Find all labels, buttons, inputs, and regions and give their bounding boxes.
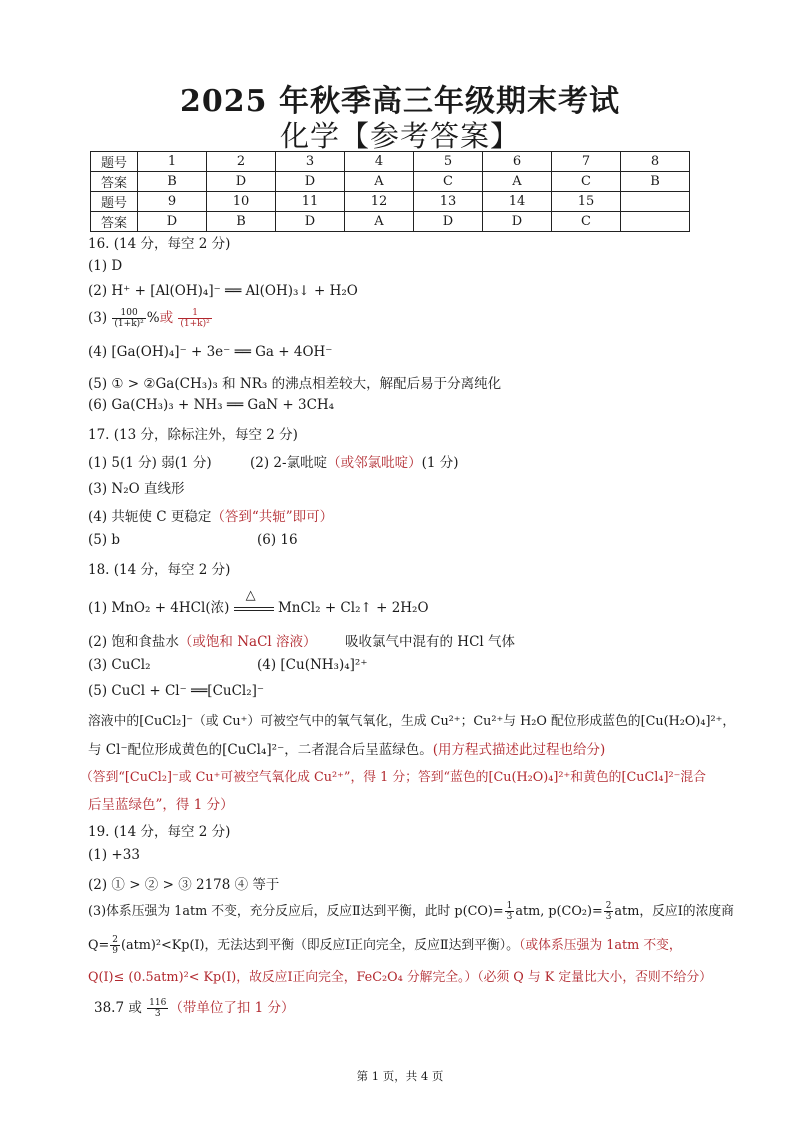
percent-sign: % bbox=[146, 310, 160, 326]
q19-heading: 19. (14 分，每空 2 分) bbox=[88, 824, 231, 840]
fraction-denominator: 3 bbox=[506, 912, 513, 922]
q17-heading: 17. (13 分，除标注外，每空 2 分) bbox=[88, 427, 298, 443]
q19-alt-note: （或体系压强为 1atm 不变， bbox=[518, 938, 682, 953]
page-subtitle: 化学【参考答案】 bbox=[279, 119, 520, 153]
q17-answer-2-score: (1 分) bbox=[421, 455, 459, 471]
q19-text: atm, p(CO₂)= bbox=[515, 904, 603, 919]
table-cell: A bbox=[483, 172, 552, 192]
table-cell: D bbox=[483, 212, 552, 232]
fraction-numerator: 2 bbox=[605, 901, 612, 911]
heating-condition bbox=[234, 588, 274, 616]
table-row-header: 答案 bbox=[91, 172, 138, 192]
q16-answer-5: (5) ① > ②Ga(CH₃)₃ 和 NR₃ 的沸点相差较大，解配后易于分离纯化 bbox=[88, 376, 502, 392]
table-cell: B bbox=[621, 172, 690, 192]
q19-fraction-co2 bbox=[604, 901, 614, 922]
page-footer: 第 1 页，共 4 页 bbox=[356, 1069, 444, 1083]
q19-answer-1: (1) +33 bbox=[88, 847, 140, 863]
table-cell: D bbox=[276, 172, 345, 192]
q16-fraction-1 bbox=[112, 308, 145, 329]
table-cell: 8 bbox=[621, 152, 690, 172]
q18-answer-3: (3) CuCl₂ bbox=[88, 657, 151, 673]
table-cell: 4 bbox=[345, 152, 414, 172]
q17-answer-3: (3) N₂O 直线形 bbox=[88, 481, 185, 497]
fraction-numerator: 1 bbox=[506, 901, 513, 911]
table-cell: 13 bbox=[414, 192, 483, 212]
q16-answer-4: (4) [Ga(OH)₄]⁻ + 3e⁻ ══ Ga + 4OH⁻ bbox=[88, 344, 333, 360]
table-cell: 3 bbox=[276, 152, 345, 172]
table-cell: 12 bbox=[345, 192, 414, 212]
q18-answer-2 bbox=[88, 630, 317, 650]
q18-scoring-note-2: 后呈蓝绿色”，得 1 分） bbox=[88, 797, 234, 813]
table-cell: 6 bbox=[483, 152, 552, 172]
q16-answer-6: (6) Ga(CH₃)₃ + NH₃ ══ GaN + 3CH₄ bbox=[88, 397, 335, 413]
fraction-denominator: (1+k)² bbox=[180, 319, 210, 329]
q18-explanation-2-main: 与 Cl⁻配位形成黄色的[CuCl₄]²⁻，二者混合后呈蓝绿色。 bbox=[88, 742, 433, 758]
q16-answer-1: (1) D bbox=[88, 258, 123, 274]
table-cell: A bbox=[345, 172, 414, 192]
q16-answer-3-or: 或 bbox=[159, 310, 174, 326]
fraction-numerator: 116 bbox=[149, 998, 167, 1008]
q19-text: atm，反应Ⅰ的浓度商 bbox=[614, 904, 734, 919]
q18-equation-left: (1) MnO₂ + 4HCl(浓) bbox=[88, 600, 230, 616]
equals-bar bbox=[234, 607, 274, 611]
q18-heading: 18. (14 分，每空 2 分) bbox=[88, 562, 231, 578]
table-cell: 7 bbox=[552, 152, 621, 172]
table-row-header: 答案 bbox=[91, 212, 138, 232]
q17-answer-4-note: （答到“共轭”即可） bbox=[211, 509, 334, 525]
q17-answer-6: (6) 16 bbox=[257, 532, 298, 548]
q16-fraction-2 bbox=[178, 308, 211, 329]
table-cell: 14 bbox=[483, 192, 552, 212]
table-cell: 5 bbox=[414, 152, 483, 172]
fraction-numerator: 2 bbox=[112, 935, 118, 945]
table-cell bbox=[621, 192, 690, 212]
q19-answer-3-line1 bbox=[88, 900, 734, 922]
q18-answer-2b: 吸收氯气中混有的 HCl 气体 bbox=[345, 634, 516, 650]
q19-answer-2: (2) ① > ② > ③ 2178 ④ 等于 bbox=[88, 877, 280, 893]
q19-answer-4-value: 38.7 或 bbox=[94, 1000, 142, 1016]
q18-answer-1 bbox=[88, 588, 429, 616]
q18-answer-2-alt: （或饱和 NaCl 溶液） bbox=[178, 634, 317, 650]
q19-text: Q= bbox=[88, 938, 110, 953]
q19-fraction-116-3 bbox=[147, 998, 168, 1019]
table-row bbox=[91, 152, 690, 172]
q16-heading: 16. (14 分，每空 2 分) bbox=[88, 236, 231, 252]
q19-answer-4-note: （带单位了扣 1 分） bbox=[169, 1000, 295, 1016]
q19-fraction-q bbox=[110, 935, 120, 956]
table-row-header: 题号 bbox=[91, 152, 138, 172]
table-cell: C bbox=[552, 172, 621, 192]
q18-explanation-2 bbox=[88, 738, 605, 758]
q18-answer-4: (4) [Cu(NH₃)₄]²⁺ bbox=[257, 657, 368, 673]
q19-answer-4 bbox=[94, 996, 295, 1019]
table-cell: D bbox=[207, 172, 276, 192]
q18-explanation-1: 溶液中的[CuCl₂]⁻（或 Cu⁺）可被空气中的氧气氧化，生成 Cu²⁺；Cu²⁺与 H₂O 配位形成蓝色的[Cu(H₂O)₄]²⁺， bbox=[88, 714, 736, 729]
table-cell: C bbox=[414, 172, 483, 192]
table-row bbox=[91, 192, 690, 212]
q18-scoring-note-1: （答到“[CuCl₂]⁻或 Cu⁺可被空气氧化成 Cu²⁺”，得 1 分；答到“蓝色的[Cu(H₂O)₄]²⁺和黄色的[CuCl₄]²⁻混合 bbox=[80, 770, 706, 785]
table-cell: D bbox=[414, 212, 483, 232]
table-cell: 10 bbox=[207, 192, 276, 212]
q18-equation-right: MnCl₂ + Cl₂↑ + 2H₂O bbox=[277, 600, 429, 616]
q18-answer-5: (5) CuCl + Cl⁻ ══[CuCl₂]⁻ bbox=[88, 683, 265, 699]
table-cell: 11 bbox=[276, 192, 345, 212]
q17-answer-4-main: (4) 共轭使 C 更稳定 bbox=[88, 509, 212, 525]
q17-answer-1: (1) 5(1 分) 弱(1 分) bbox=[88, 455, 212, 471]
q17-answer-2-main: (2) 2-氯吡啶 bbox=[250, 455, 328, 471]
table-cell: 15 bbox=[552, 192, 621, 212]
table-row bbox=[91, 212, 690, 232]
q17-answer-2 bbox=[250, 451, 459, 471]
answer-table bbox=[90, 151, 690, 232]
q16-answer-3-label: (3) bbox=[88, 310, 108, 326]
table-cell: D bbox=[276, 212, 345, 232]
q17-answer-4 bbox=[88, 505, 333, 525]
table-row-header: 题号 bbox=[91, 192, 138, 212]
table-row bbox=[91, 172, 690, 192]
q18-answer-2-main: (2) 饱和食盐水 bbox=[88, 634, 179, 650]
delta-symbol: △ bbox=[245, 588, 256, 603]
fraction-denominator: 3 bbox=[154, 1009, 161, 1019]
q16-answer-2: (2) H⁺ + [Al(OH)₄]⁻ ══ Al(OH)₃↓ + H₂O bbox=[88, 283, 358, 299]
table-cell: 2 bbox=[207, 152, 276, 172]
fraction-numerator: 1 bbox=[178, 308, 211, 319]
table-cell: 1 bbox=[138, 152, 207, 172]
table-cell: A bbox=[345, 212, 414, 232]
q19-answer-3-line2 bbox=[88, 934, 682, 956]
table-cell: 9 bbox=[138, 192, 207, 212]
fraction-denominator: 3 bbox=[605, 912, 612, 922]
q19-answer-3-line3: Q(Ⅰ)≤ (0.5atm)²< Kp(Ⅰ)，故反应Ⅰ正向完全，FeC₂O₄ 分解完全。）（必须 Q 与 K 定量比大小，否则不给分） bbox=[88, 970, 712, 985]
page-title: 2025 年秋季高三年级期末考试 bbox=[180, 84, 620, 119]
q19-text: (3)体系压强为 1atm 不变，充分反应后，反应Ⅱ达到平衡，此时 p(CO)= bbox=[88, 904, 504, 919]
q17-answer-2-alt: （或邻氯吡啶） bbox=[327, 455, 422, 471]
q18-explanation-2-note: (用方程式描述此过程也给分) bbox=[432, 742, 606, 758]
table-cell bbox=[621, 212, 690, 232]
q17-answer-5: (5) b bbox=[88, 532, 121, 548]
q16-answer-3 bbox=[88, 306, 213, 329]
table-cell: D bbox=[138, 212, 207, 232]
q19-fraction-co bbox=[505, 901, 515, 922]
table-cell: B bbox=[138, 172, 207, 192]
fraction-numerator: 100 bbox=[112, 308, 145, 319]
table-cell: B bbox=[207, 212, 276, 232]
q19-text: (atm)²<Kp(Ⅰ)，无法达到平衡（即反应Ⅰ正向完全，反应Ⅱ达到平衡）。 bbox=[120, 938, 519, 953]
fraction-denominator: (1+k)² bbox=[114, 319, 144, 329]
table-cell: C bbox=[552, 212, 621, 232]
fraction-denominator: 9 bbox=[112, 946, 118, 956]
